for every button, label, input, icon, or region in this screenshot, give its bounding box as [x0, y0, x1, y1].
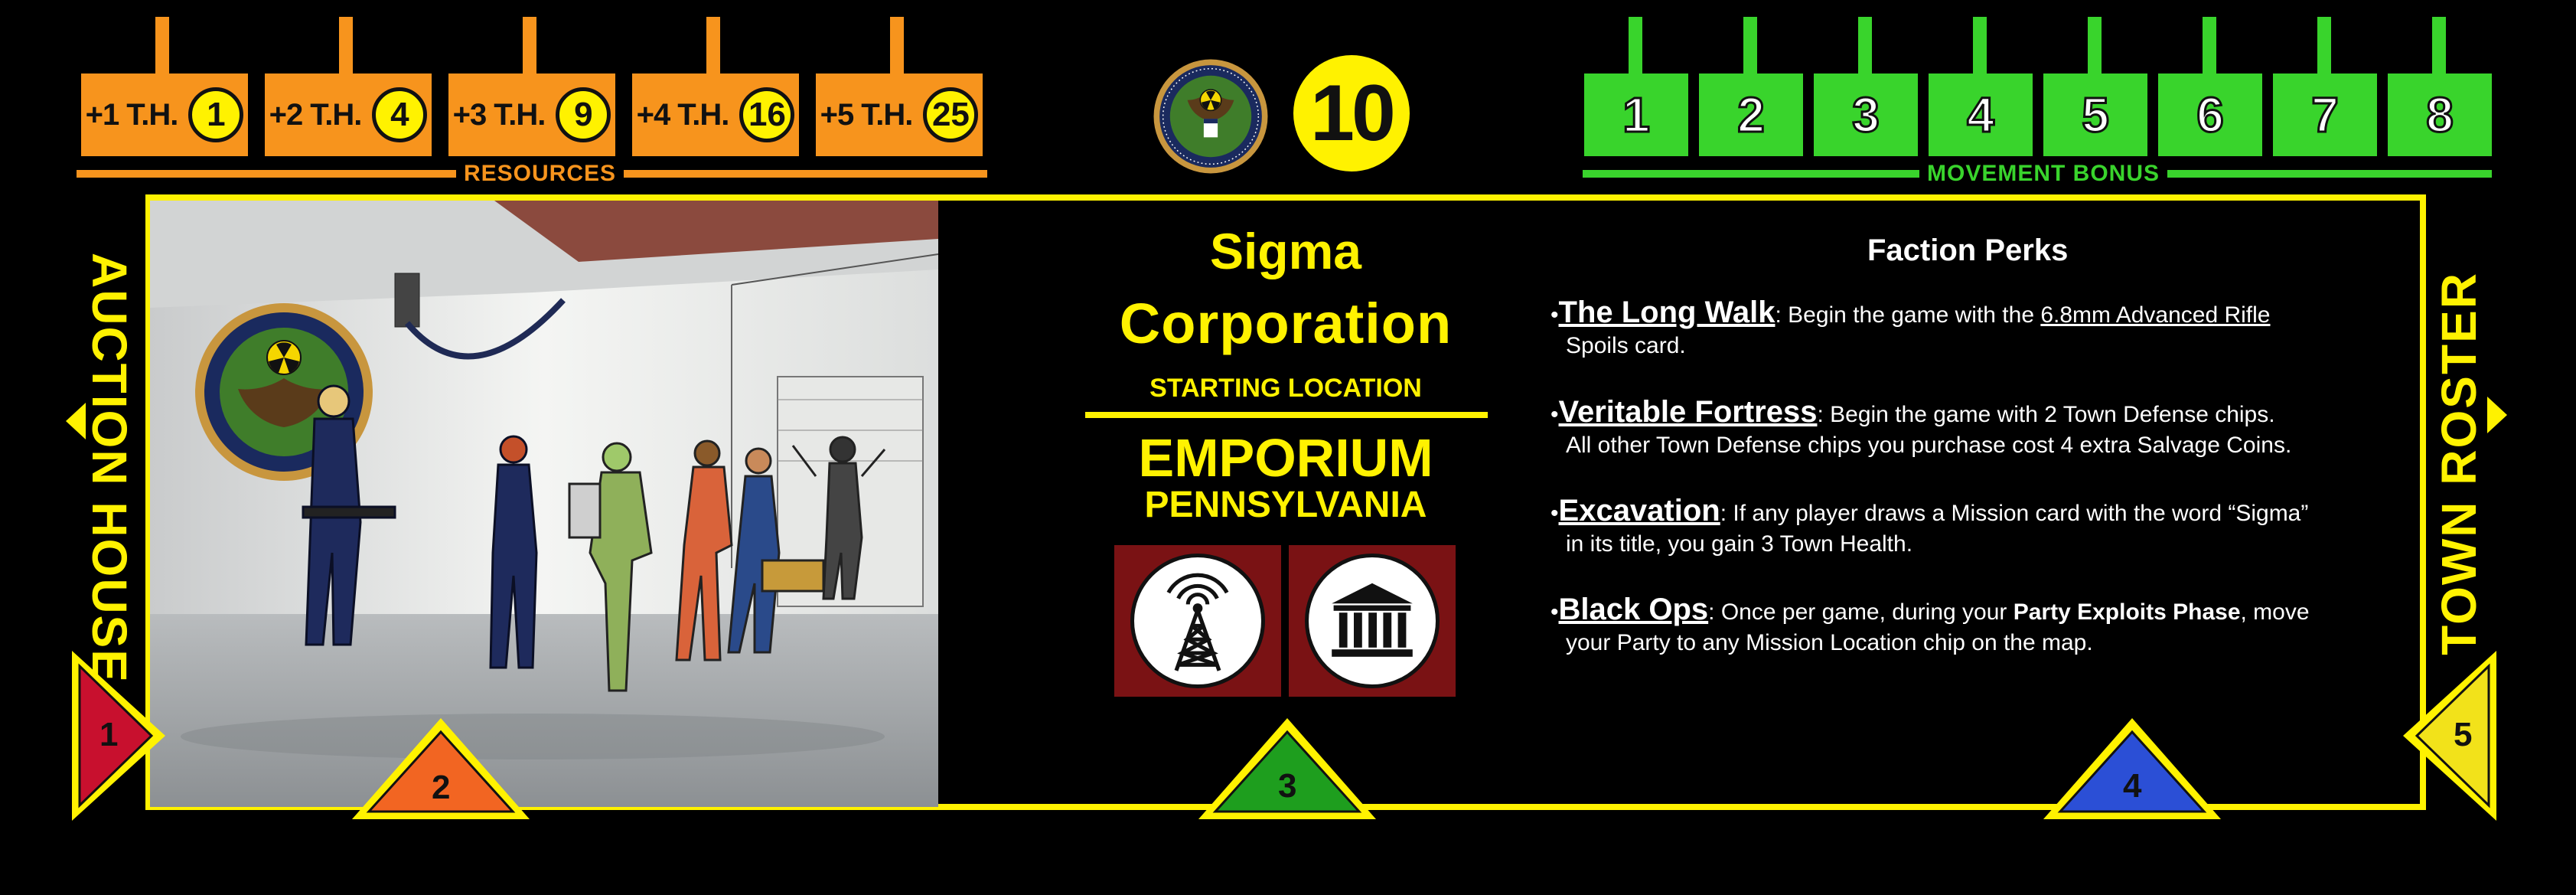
perk-name: Black Ops: [1558, 593, 1709, 626]
town-roster-label[interactable]: TOWN ROSTER: [2431, 272, 2486, 655]
faction-perks-title: Faction Perks: [1867, 234, 2069, 267]
resource-label: +2 T.H.: [269, 97, 362, 132]
resource-cost: 1: [188, 87, 243, 142]
movement-box: 6: [2158, 73, 2262, 156]
resource-box-3: [448, 73, 615, 156]
faction-seal-icon: [1153, 58, 1269, 175]
movement-box: 7: [2273, 73, 2377, 156]
resource-cost: 25: [923, 87, 978, 142]
perk-name: The Long Walk: [1558, 296, 1775, 329]
location-name: EMPORIUM: [1138, 428, 1433, 488]
faction-name-line2: Corporation: [1119, 292, 1453, 355]
resource-box-5: [816, 73, 983, 156]
resource-stem: [706, 17, 720, 78]
movement-box: 2: [1699, 73, 1803, 156]
spoils-card-link[interactable]: 6.8mm Advanced Rifle: [2040, 302, 2271, 328]
movement-box: 1: [1584, 73, 1688, 156]
starting-location-label: STARTING LOCATION: [1149, 374, 1422, 403]
perk-the-long-walk: •The Long Walk: Begin the game with the 6.8mm Advanced Rifle Spoils card.: [1550, 296, 2271, 358]
faction-name-line1: Sigma: [1209, 223, 1362, 279]
perk-excavation: •Excavation: If any player draws a Mission card with the word “Sigma” in its title, you gain 3 Town Health.: [1550, 494, 2309, 557]
resources-caption: RESOURCES: [456, 161, 624, 187]
resource-box-1: [81, 73, 248, 156]
resource-box-4: [632, 73, 799, 156]
resource-label: +3 T.H.: [452, 97, 546, 132]
resource-cost: 4: [372, 87, 427, 142]
location-state: PENNSYLVANIA: [1144, 485, 1427, 525]
radio-tower-icon: [1148, 567, 1247, 675]
player-marker-3-label: 3: [1278, 767, 1297, 805]
resource-label: +4 T.H.: [636, 97, 729, 132]
perk-black-ops: •Black Ops: Once per game, during your Party Exploits Phase, move your Party to any Mission Location chip on the map.: [1550, 593, 2310, 655]
radio-tower-tile: [1114, 545, 1281, 697]
town-health-value: 10: [1293, 55, 1410, 171]
movement-box: 3: [1814, 73, 1918, 156]
faction-divider: [1085, 412, 1488, 418]
auction-house-label[interactable]: AUCTION HOUSE: [82, 253, 137, 684]
faction-artwork: [150, 201, 938, 807]
right-arrow-icon[interactable]: [2487, 397, 2507, 433]
resource-stem: [890, 17, 904, 78]
resource-cost: 9: [556, 87, 611, 142]
resource-box-2: [265, 73, 432, 156]
resource-stem: [339, 17, 353, 78]
perk-name: Veritable Fortress: [1558, 395, 1818, 429]
bank-tile: [1289, 545, 1456, 697]
movement-box: 4: [1929, 73, 2033, 156]
player-marker-5[interactable]: [2400, 648, 2499, 824]
perk-veritable-fortress: •Veritable Fortress: Begin the game with 2 Town Defense chips. All other Town Defense chips you purchase cost 4 extra Salvage Coins.: [1550, 395, 2292, 458]
player-marker-2-label: 2: [432, 769, 451, 806]
resource-label: +1 T.H.: [85, 97, 178, 132]
movement-caption: MOVEMENT BONUS: [1919, 161, 2167, 187]
player-marker-5-label: 5: [2454, 716, 2473, 753]
bank-icon: [1326, 579, 1418, 663]
perk-name: Excavation: [1558, 494, 1720, 528]
left-arrow-icon[interactable]: [66, 403, 86, 439]
resource-stem: [155, 17, 169, 78]
player-marker-1-label: 1: [99, 716, 119, 753]
player-marker-1[interactable]: [69, 648, 168, 824]
movement-box: 8: [2388, 73, 2492, 156]
player-marker-4-label: 4: [2123, 767, 2142, 805]
movement-box: 5: [2043, 73, 2147, 156]
resource-cost: 16: [739, 87, 794, 142]
resource-stem: [523, 17, 536, 78]
resource-label: +5 T.H.: [820, 97, 913, 132]
